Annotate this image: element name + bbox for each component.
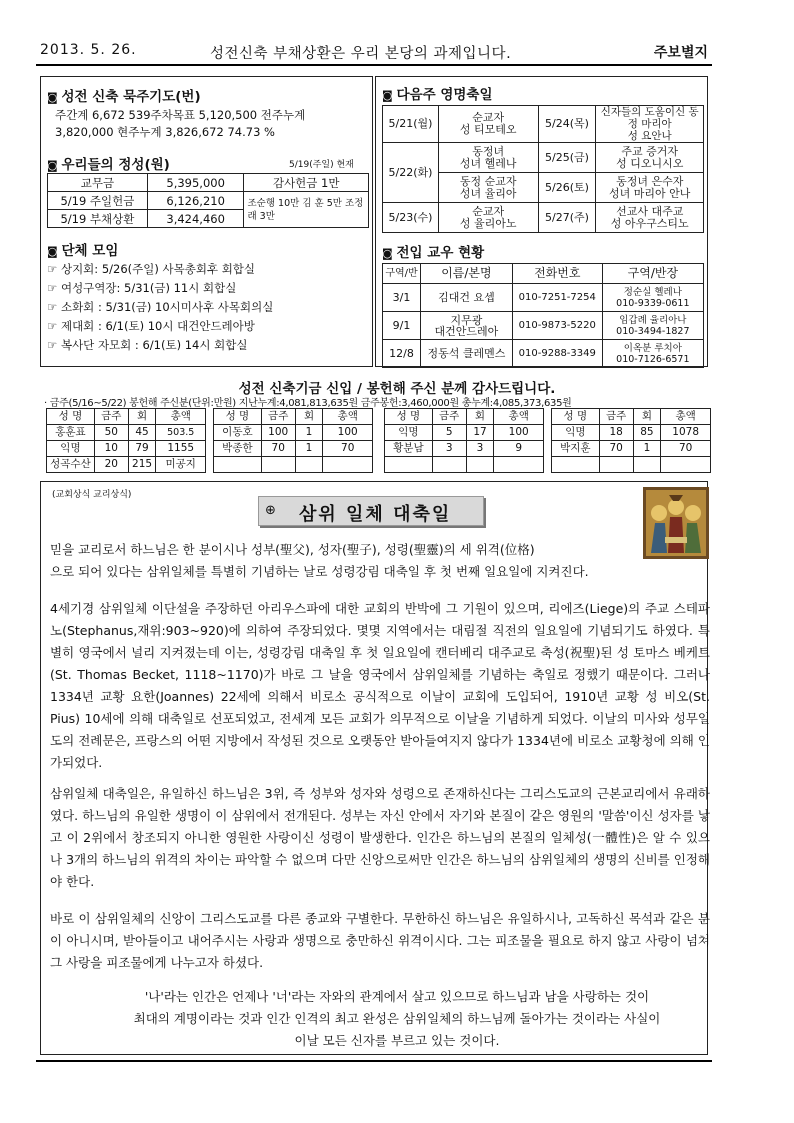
fund-row: [552, 457, 711, 473]
fund-cell: [214, 457, 262, 473]
feast-date: 5/27(주): [538, 203, 596, 233]
fund-cell: 미공지: [156, 457, 206, 473]
fund-col-header: 회: [633, 409, 661, 425]
fund-cell: 홍훈표: [47, 425, 95, 441]
fund-col-header: 금주: [261, 409, 295, 425]
newcomers-col: 구역/반장: [602, 264, 703, 284]
fund-col-header: 성 명: [47, 409, 95, 425]
fund-cell: [295, 457, 323, 473]
fund-cell: 18: [599, 425, 633, 441]
fund-col-header: 성 명: [552, 409, 600, 425]
offering-heading: ◙ 우리들의 정성(원): [47, 153, 170, 173]
article-label: (교회상식 교리상식): [52, 490, 132, 500]
fund-cell: [466, 457, 494, 473]
newcomers-table: [382, 263, 704, 368]
fund-cell: [661, 457, 711, 473]
fund-cell: 17: [466, 425, 494, 441]
fund-row: [385, 425, 544, 441]
fund-col-header: 금주: [94, 409, 128, 425]
offering-label: 교무금: [48, 174, 148, 192]
fund-cell: [494, 457, 544, 473]
fund-row: [552, 441, 711, 457]
fund-table: [551, 408, 711, 473]
fund-cell: 503.5: [156, 425, 206, 441]
fund-cell: [432, 457, 466, 473]
fund-cell: 9: [494, 441, 544, 457]
feast-saint: 순교자 성 티모테오: [438, 106, 538, 143]
fund-cell: 10: [94, 441, 128, 457]
fund-table: [384, 408, 544, 473]
feasts-heading: ◙ 다음주 영명축일: [382, 83, 493, 103]
fund-cell: 70: [661, 441, 711, 457]
fund-col-header: 총액: [323, 409, 373, 425]
fund-cell: 100: [494, 425, 544, 441]
fund-cell: [261, 457, 295, 473]
feasts-table: [382, 105, 704, 233]
thanks-header: 감사헌금 1만: [244, 174, 369, 192]
article-closing-line1: '나'라는 인간은 언제나 '너'라는 자와의 관계에서 살고 있으므로 하느님과 남을 사랑하는 것이: [144, 989, 650, 1004]
page-header: [40, 42, 708, 64]
newcomer-area: 12/8: [383, 340, 421, 368]
article-closing-line2: 최대의 계명이라는 것과 인간 인격의 최고 완성은 삼위일체의 하느님께 돌아가는 것이라는 사실이: [133, 1011, 661, 1026]
groups-heading: ◙ 단체 모임: [47, 239, 118, 259]
newcomers-col: 이름/본명: [420, 264, 512, 284]
fund-col-header: 성 명: [214, 409, 262, 425]
fund-cell: 박지훈: [552, 441, 600, 457]
fund-col-header: 회: [128, 409, 156, 425]
feast-saint: 동정 순교자 성녀 율리아: [438, 173, 538, 203]
offering-amount: 3,424,460: [147, 210, 244, 228]
feast-saint: 주교 증거자 성 디오니시오: [596, 143, 704, 173]
prayer-heading: ◙ 성전 신축 묵주기도(번): [47, 85, 201, 105]
newcomer-name: 지무광 대건안드레아: [420, 312, 512, 340]
fund-cell: 1078: [661, 425, 711, 441]
fund-cell: 100: [323, 425, 373, 441]
article-paragraph-3: 바로 이 삼위일체의 신앙이 그리스도교를 다른 종교와 구별한다. 무한하신 하느님은 유일하시나, 고독하신 목석과 같은 분이 아니시며, 받아들이고 내어주시는 사랑과 생명으로 충만하신 위격이시다. 그는 피조물을 필요로 하지 않고 사랑이 넘쳐 그 사랑을 피조물에게 나누고자 하셨다.: [50, 911, 710, 970]
fund-cell: 이동호: [214, 425, 262, 441]
fund-cell: 1: [633, 441, 661, 457]
feast-date: 5/24(목): [538, 106, 596, 143]
article-paragraph-2: 삼위일체 대축일은, 유일하신 하느님은 3위, 즉 성부와 성자와 성령으로 존재하신다는 그리스도교의 근본교리에서 유래하였다. 하느님의 유일한 생명이 이 삼위에서 전개된다. 성부는 자신 안에서 자기와 본질이 같은 영원의 '말씀'이신 성자를 낳고 이 2위에서 창조되지 아니한 영원한 사랑이신 성령이 발생한다. 인간은 하느님의 본질의 일체성(一體性)은 알 수 있으나 3개의 하느님의 위격의 차이는 파악할 수 없으며 다만 신앙으로써만 인간은 하느님의 삼위일체의 생명의 신비를 인정해야 한다.: [50, 786, 710, 889]
prayer-line2: 3,820,000 현주누계 3,826,672 74.73 %: [55, 125, 275, 139]
fund-cell: 50: [94, 425, 128, 441]
fund-cell: 성곡수산: [47, 457, 95, 473]
offering-as-of: 5/19(주일) 현재: [289, 160, 354, 170]
fund-row: [47, 441, 206, 457]
fund-cell: 3: [432, 441, 466, 457]
footer-rule: [36, 1060, 712, 1062]
offering-label: 5/19 주일헌금: [48, 192, 148, 210]
fund-cell: 황분남: [385, 441, 433, 457]
fund-col-header: 총액: [156, 409, 206, 425]
newcomer-leader: 임갑례 율리아나 010-3494-1827: [602, 312, 703, 340]
fund-cell: [552, 457, 600, 473]
fund-cell: 5: [432, 425, 466, 441]
fund-row: [385, 441, 544, 457]
feast-saint: 순교자 성 율리아노: [438, 203, 538, 233]
newcomers-heading: ◙ 전입 교우 현황: [382, 241, 484, 261]
fund-row: [47, 425, 206, 441]
article-paragraph-1: 4세기경 삼위일체 이단설을 주장하던 아리우스파에 대한 교회의 반박에 그 기원이 있으며, 리에즈(Liege)의 주교 스테파노(Stephanus,재위:903~920)에 의하여 주장되었다. 몇몇 지역에서는 대림절 직전의 일요일에 기념되기도 하였다. 특별히 영국에서 널리 지켜졌는데 이는, 성령강림 대축일 후 첫 일요일에 캔터베리 대주교로 축성(祝聖)된 성 토마스 베케트(St. Thomas Becket, 1118~1170)가 바로 그 날을 영국에서 삼위일체를 기념하는 축일로 정했기 때문이다. 그러나 1334년 교황 요한(Joannes) 22세에 의해서 비로소 공식적으로 이날이 교회에 도입되어, 1910년 교황 성 비오(St. Pius) 10세에 의해 대축일로 선포되었고, 전세계 모든 교회가 의무적으로 이날을 기념하게 되었다. 이날의 미사와 성무일도의 전례문은, 프랑스의 어떤 지방에서 작성된 것으로 오랫동안 받아들여지지 않다가 1334년에 비로소 교황청에 의해 인가되었다.: [50, 601, 710, 770]
feast-date: 5/22(화): [383, 143, 439, 203]
group-item: ☞ 상지회: 5/26(주일) 사목총회후 회합실: [47, 261, 255, 277]
newcomers-col: 구역/반: [383, 264, 421, 284]
fund-cell: [385, 457, 433, 473]
fund-cell: 45: [128, 425, 156, 441]
fund-cell: [599, 457, 633, 473]
trinity-icon-image: [643, 487, 709, 559]
feast-saint: [596, 106, 704, 143]
offering-amount: 6,126,210: [147, 192, 244, 210]
fund-col-header: 회: [295, 409, 323, 425]
feast-saint: 선교사 대주교 성 아우구스티노: [596, 203, 704, 233]
fund-table: [213, 408, 373, 473]
header-tag: 주보별지: [653, 45, 708, 61]
header-date: 2013. 5. 26.: [40, 42, 137, 58]
fund-cell: 3: [466, 441, 494, 457]
fund-cell: [323, 457, 373, 473]
fund-row: [214, 441, 373, 457]
newcomer-phone: 010-7251-7254: [512, 284, 602, 312]
group-item: ☞ 복사단 자모회 : 6/1(토) 14시 회합실: [47, 337, 247, 353]
article-intro-line2: 으로 되어 있다는 삼위일체를 특별히 기념하는 날로 성령강림 대축일 후 첫 번째 일요일에 지켜진다.: [50, 564, 589, 579]
article-intro-line1: 믿을 교리로서 하느님은 한 분이시나 성부(聖父), 성자(聖子), 성령(聖靈)의 세 위격(位格): [50, 542, 535, 557]
article-title: 삼위 일체 대축일: [299, 504, 452, 525]
newcomer-leader: 정순실 헬레나 010-9339-0611: [602, 284, 703, 312]
newcomer-phone: 010-9873-5220: [512, 312, 602, 340]
fund-cell: 20: [94, 457, 128, 473]
fund-cell: 70: [261, 441, 295, 457]
fund-cell: 1: [295, 441, 323, 457]
thanks-body: 조순행 10만 김 훈 5만 조정래 3만: [244, 192, 369, 228]
newcomers-col: 전화번호: [512, 264, 602, 284]
fund-row: [214, 425, 373, 441]
fund-cell: 70: [599, 441, 633, 457]
fund-row: [214, 457, 373, 473]
fund-cell: 85: [633, 425, 661, 441]
fund-col-header: 성 명: [385, 409, 433, 425]
newcomer-leader: 이옥분 루치아 010-7126-6571: [602, 340, 703, 368]
feast-date: 5/26(토): [538, 173, 596, 203]
offering-label: 5/19 부채상환: [48, 210, 148, 228]
fund-row: [385, 457, 544, 473]
fund-col-header: 회: [466, 409, 494, 425]
fund-col-header: 금주: [432, 409, 466, 425]
prayer-line1: 주간계 6,672 539주차목표 5,120,500 전주누계: [55, 108, 306, 122]
newcomer-name: 김대건 요셉: [420, 284, 512, 312]
fund-table: [46, 408, 206, 473]
fund-cell: 70: [323, 441, 373, 457]
fund-col-header: 총액: [494, 409, 544, 425]
feast-saint-note: 신자들의 도움이신 동정 마리아 성 요안나: [600, 106, 699, 142]
fund-cell: 1: [295, 425, 323, 441]
fund-cell: [633, 457, 661, 473]
feast-saint: 동정녀 성녀 헬레나: [438, 143, 538, 173]
header-title: 성전신축 부채상환은 우리 본당의 과제입니다.: [210, 46, 512, 62]
fund-cell: 박종한: [214, 441, 262, 457]
feast-date: 5/21(월): [383, 106, 439, 143]
article-title-banner: [258, 496, 484, 526]
fund-cell: 익명: [552, 425, 600, 441]
group-item: ☞ 여성구역장: 5/31(금) 11시 회합실: [47, 280, 236, 296]
right-info-box: [375, 76, 708, 367]
group-item: ☞ 소화회 : 5/31(금) 10시미사후 사목회의실: [47, 299, 273, 315]
article-closing-line3: 이날 모든 신자를 부르고 있는 것이다.: [294, 1033, 500, 1048]
feast-date: 5/25(금): [538, 143, 596, 173]
newcomer-area: 9/1: [383, 312, 421, 340]
fund-title: 성전 신축기금 신입 / 봉헌해 주신 분께 감사드립니다.: [238, 381, 556, 397]
cross-icon: ⊕: [265, 503, 276, 518]
fund-cell: 익명: [385, 425, 433, 441]
fund-summary: · 금주(5/16~5/22) 봉헌해 주신분(단위:만원) 지난누계:4,081,813,635원 금주봉헌:3,460,000원 총누계:4,085,373,635원: [44, 398, 572, 409]
fund-row: [47, 457, 206, 473]
left-info-box: [40, 76, 373, 367]
header-rule: [36, 64, 712, 66]
offering-amount: 5,395,000: [147, 174, 244, 192]
fund-cell: 100: [261, 425, 295, 441]
fund-cell: 79: [128, 441, 156, 457]
newcomer-phone: 010-9288-3349: [512, 340, 602, 368]
fund-cell: 215: [128, 457, 156, 473]
feast-date: 5/23(수): [383, 203, 439, 233]
newcomer-name: 정동석 클레멘스: [420, 340, 512, 368]
fund-cell: 익명: [47, 441, 95, 457]
fund-col-header: 금주: [599, 409, 633, 425]
fund-row: [552, 425, 711, 441]
group-item: ☞ 제대회 : 6/1(토) 10시 대건안드레아방: [47, 318, 255, 334]
feast-saint: 동정녀 은수자 성녀 마리아 안나: [596, 173, 704, 203]
fund-col-header: 총액: [661, 409, 711, 425]
newcomer-area: 3/1: [383, 284, 421, 312]
fund-cell: 1155: [156, 441, 206, 457]
offering-table: [47, 173, 369, 228]
